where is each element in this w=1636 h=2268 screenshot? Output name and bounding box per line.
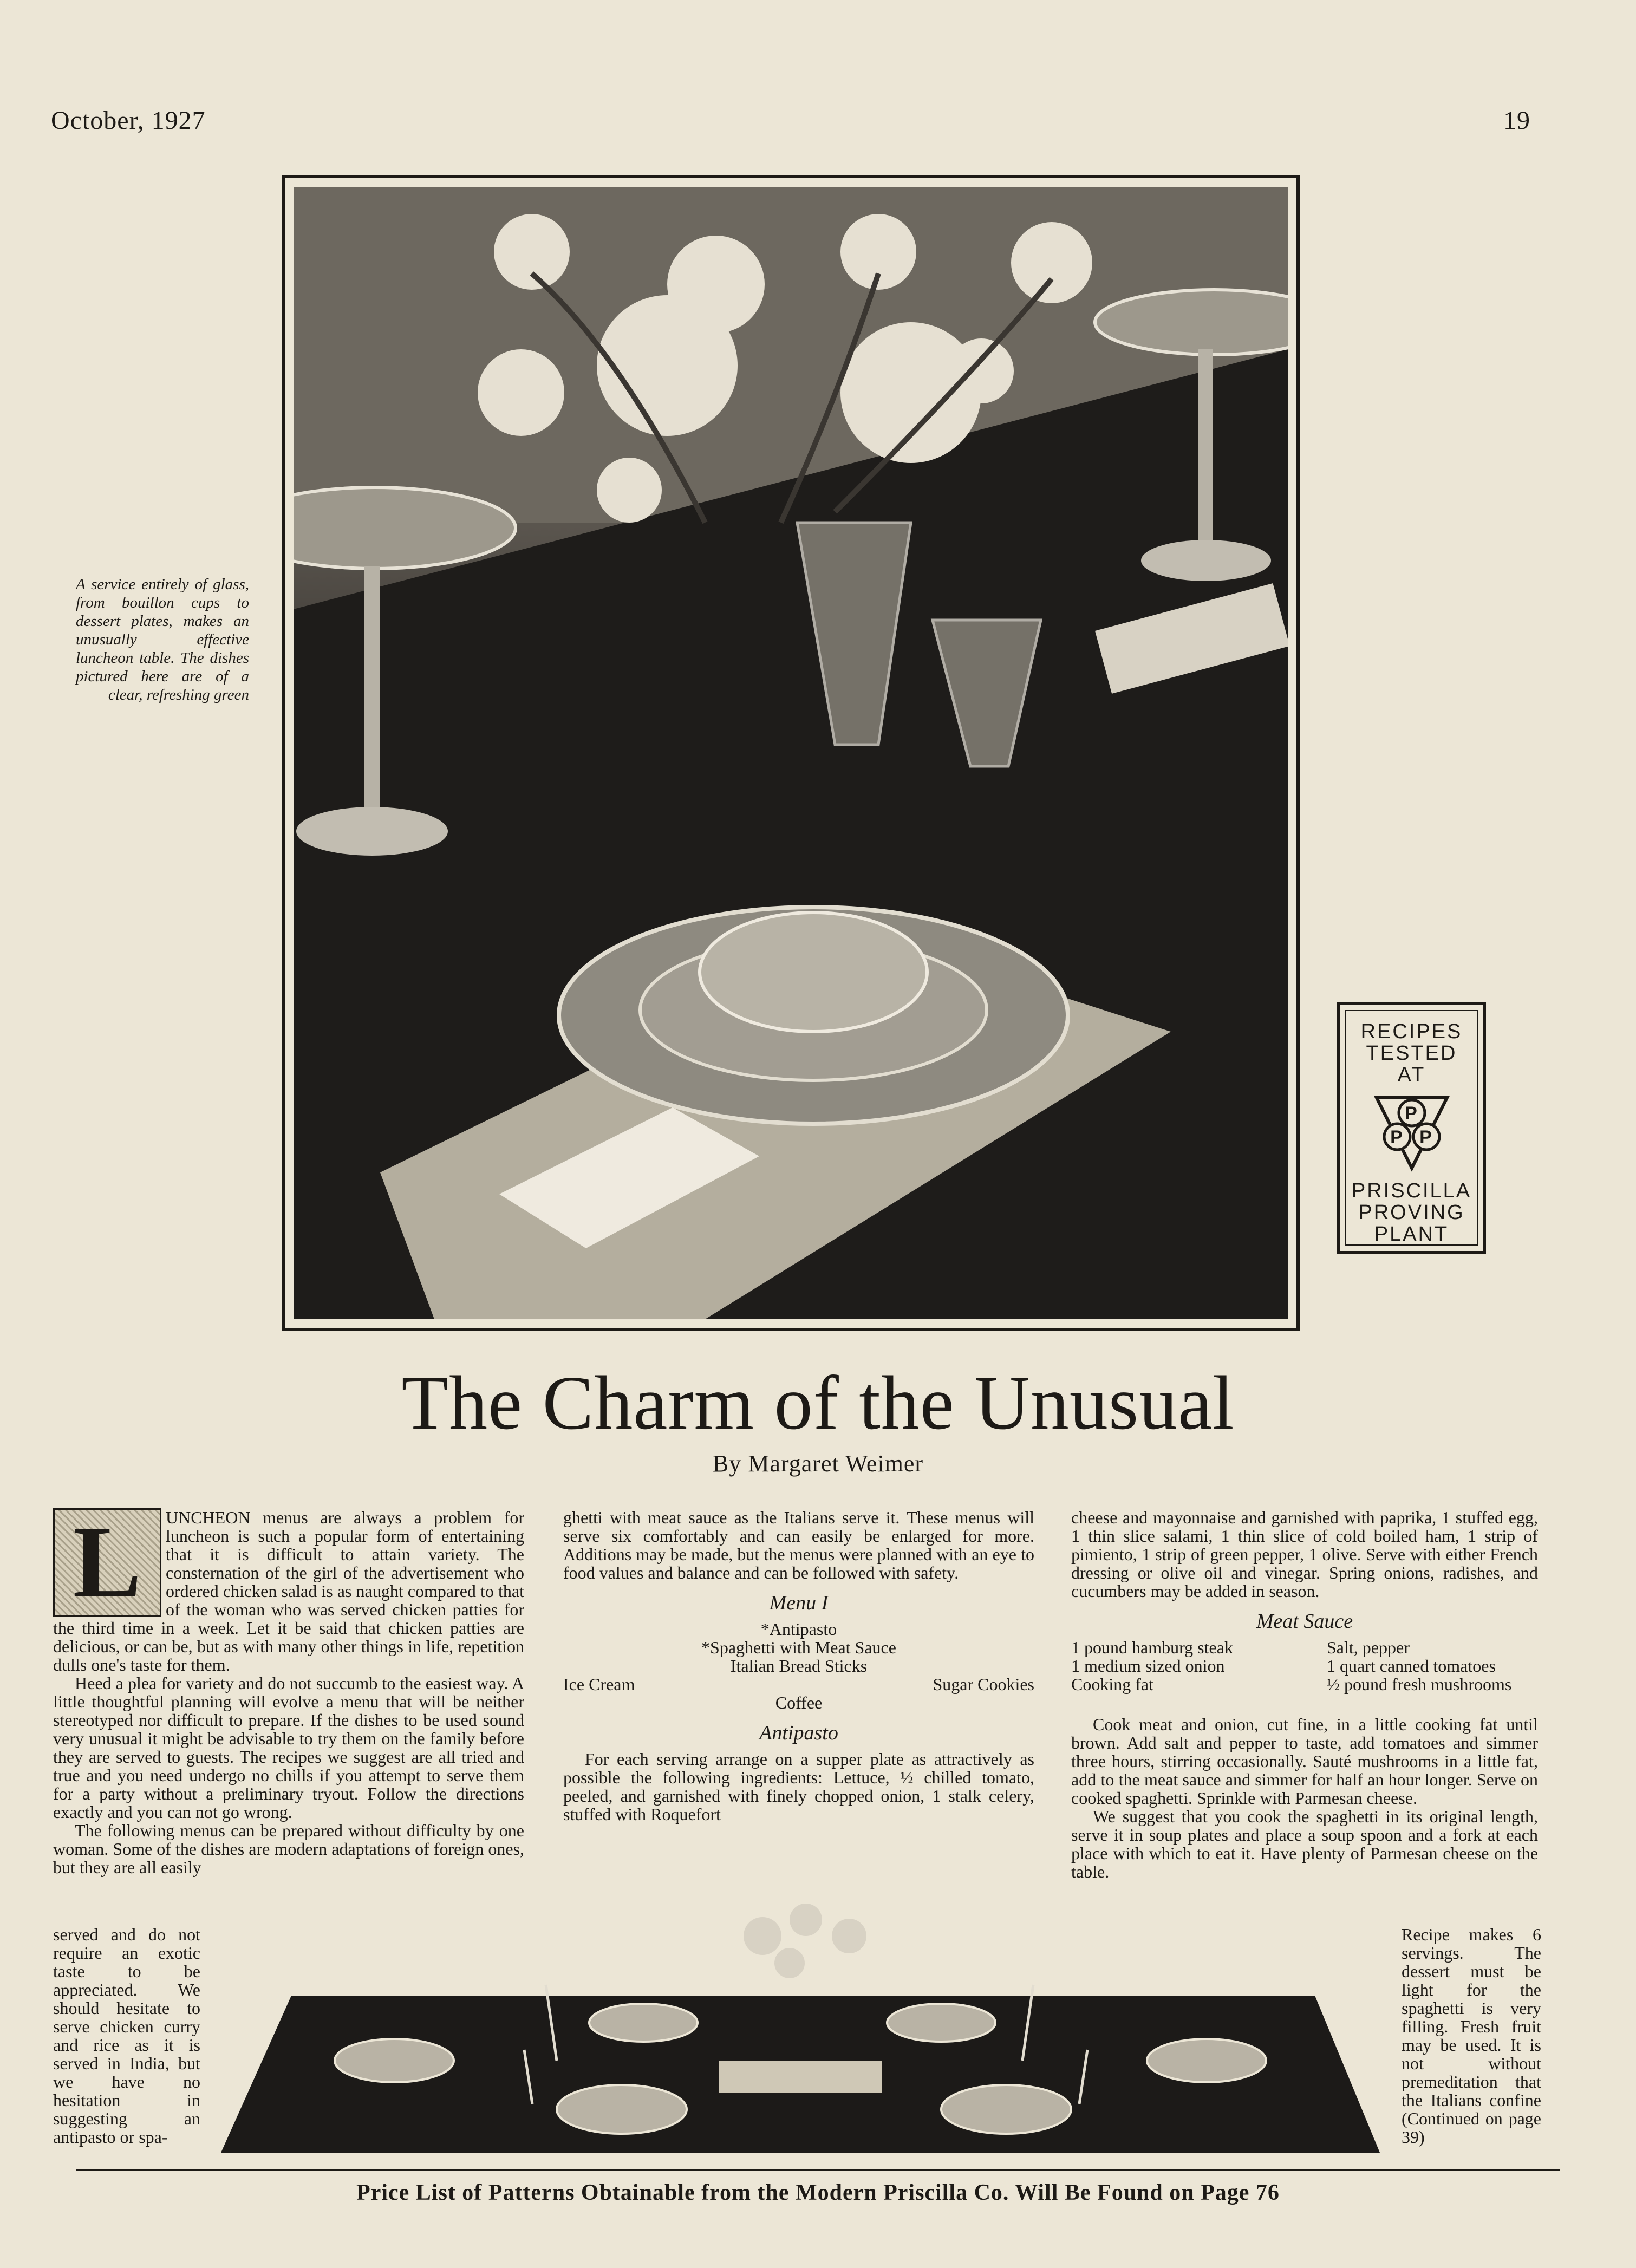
menu-item: Coffee: [775, 1693, 823, 1712]
badge-line: PROVING: [1358, 1201, 1465, 1224]
paragraph: We suggest that you cook the spaghetti in its original length, serve it in soup plates and place a soup spoon and a fork at each place with which to eat it. Have plenty of Parmesan cheese on the table.: [1071, 1807, 1538, 1881]
page-number: 19: [1503, 106, 1530, 135]
ingredient-row: [1071, 1675, 1538, 1693]
ingredient: 1 medium sized onion: [1071, 1656, 1225, 1676]
ingredient: ½ pound fresh mushrooms: [1327, 1674, 1512, 1694]
paragraph: Cook meat and onion, cut fine, in a little cooking fat until brown. Add salt and pepper to taste, add tomatoes and simmer three hours, stirring occasionally. Sauté mushrooms in a little fat, add to the meat sauce and simmer for half an hour longer. Serve on cooked spaghetti. Sprinkle with Parmesan cheese.: [1071, 1715, 1538, 1808]
menu-item: Sugar Cookies: [933, 1674, 1034, 1694]
column-3-continuation: Recipe makes 6 servings. The dessert must be light for the spaghetti is very filling. Fresh fruit may be used. It is not without premeditation that the Italians confine (Continued on page 39): [1402, 1925, 1541, 2147]
photo-caption: A service entirely of glass, from bouillon cups to dessert plates, makes an unusually effective luncheon table. The dishes pictured here are of a clear, refreshing green: [76, 576, 249, 703]
badge-line: AT: [1397, 1064, 1426, 1086]
menu-item: *Antipasto: [760, 1619, 837, 1639]
recipe-heading: Meat Sauce: [1256, 1610, 1353, 1633]
main-photo-frame: [282, 175, 1300, 1331]
paragraph: cheese and mayonnaise and garnished with paprika, 1 stuffed egg, 1 thin slice salami, 1 thin slice of cold boiled ham, 1 strip of pimiento, 1 strip of green pepper, 1 olive. Serve with either French dressing or olive oil and vinegar. Spring onions, radishes, and cucumbers may be added in season.: [1071, 1508, 1538, 1601]
recipes-tested-badge: [1337, 1002, 1486, 1254]
column-1-continuation: served and do not require an exotic taste to be appreciated. We should hesitate to serve chicken curry and rice as it is served in India, but we have no hesitation in suggesting an antipasto or spa-: [53, 1925, 200, 2147]
recipe-heading: Antipasto: [759, 1722, 838, 1744]
badge-line: TESTED: [1366, 1042, 1457, 1065]
paragraph: The following menus can be prepared without difficulty by one woman. Some of the dishes are modern adaptations of foreign ones, but they are all easily: [53, 1821, 524, 1877]
logo-letter: P: [1390, 1127, 1404, 1148]
menu-row: [563, 1675, 1034, 1693]
column-1: [53, 1508, 524, 1876]
ingredient: 1 quart canned tomatoes: [1327, 1656, 1496, 1676]
ingredient-row: [1071, 1657, 1538, 1675]
table-setting-illustration: [294, 187, 1288, 1319]
badge-line: PLANT: [1374, 1223, 1449, 1246]
issue-date: October, 1927: [51, 106, 206, 135]
logo-letter: P: [1404, 1103, 1419, 1124]
decorative-dropcap: L: [53, 1508, 161, 1617]
paragraph: UNCHEON menus are always a problem for luncheon is such a popular form of entertaining that it is difficult to attain variety. The consternation of the girl of the advertisement who ordered chicken salad is as naught compared to that of the woman who was served chicken patties for the third time in a week. Let it be said that chicken patties are delicious, or can be, but as with many other things in life, repetition dulls one's taste for them.: [53, 1508, 524, 1674]
ingredient: 1 pound hamburg steak: [1071, 1638, 1233, 1657]
luncheon-table-photo: [294, 187, 1288, 1319]
article-title: The Charm of the Unusual: [401, 1360, 1235, 1445]
paragraph: For each serving arrange on a supper plate as attractively as possible the following ingredients: Lettuce, ½ chilled tomato, peeled, and garnished with finely chopped onion, 1 stalk celery, stuffed with Roquefort: [563, 1749, 1034, 1824]
menu-item: Italian Bread Sticks: [730, 1656, 868, 1676]
priscilla-logo: [1371, 1092, 1452, 1174]
ingredient: Cooking fat: [1071, 1674, 1153, 1694]
badge-line: PRISCILLA: [1351, 1179, 1472, 1202]
ingredient: Salt, pepper: [1327, 1638, 1410, 1657]
ingredient-row: [1071, 1638, 1538, 1657]
article-byline: By Margaret Weimer: [712, 1450, 924, 1477]
menu-item: Ice Cream: [563, 1674, 635, 1694]
badge-line: RECIPES: [1360, 1020, 1463, 1043]
paragraph: Heed a plea for variety and do not succumb to the easiest way. A little thoughtful planning will evolve a menu that will be neither stereotyped nor difficult to prepare. If the dishes to be used sound very unusual it might be advisable to try them on the family before they are served to guests. The recipes we suggest are all tried and true and you need undergo no chills if you attempt to serve them for a party without a preliminary tryout. Follow the directions exactly and you can not go wrong.: [53, 1673, 524, 1822]
column-3: [1071, 1508, 1538, 1881]
menu-heading: Menu I: [769, 1592, 829, 1614]
column-2: [563, 1508, 1034, 1823]
logo-letter: P: [1419, 1127, 1433, 1148]
footer-rule: [76, 2169, 1560, 2171]
menu-item: *Spaghetti with Meat Sauce: [701, 1638, 896, 1657]
paragraph: ghetti with meat sauce as the Italians serve it. These menus will serve six comfortably and can easily be enlarged for more. Additions may be made, but the menus were planned with an eye to food values and balance and can be followed with safety.: [563, 1508, 1034, 1582]
footer-note: Price List of Patterns Obtainable from the Modern Priscilla Co. Will Be Found on Page 76: [356, 2180, 1280, 2205]
table-overview-illustration: [221, 1898, 1380, 2153]
bottom-table-photo: [221, 1898, 1380, 2153]
